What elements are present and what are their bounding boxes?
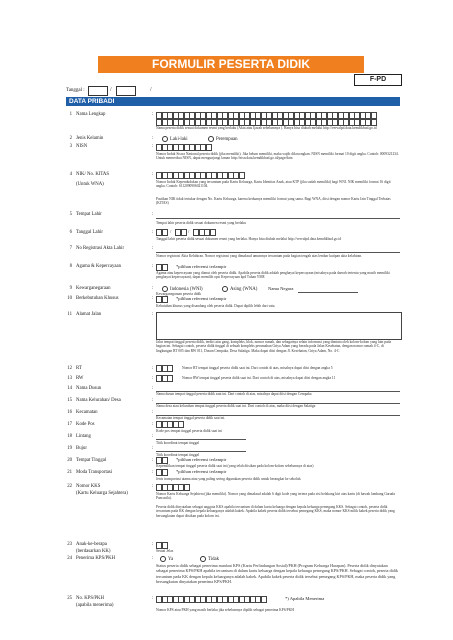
nik-input-boxes[interactable]	[156, 172, 244, 179]
residence-note: Kepemilikan tempat tinggal peserta didik saat ini (yang telah diisikan pada kolom-kolom sebelumnya di atas)	[156, 464, 314, 468]
kps-if-tag: *) Apabila Menerima	[285, 596, 325, 601]
row-label: No Registrasi Akta Lahir	[76, 246, 125, 251]
address-field[interactable]	[156, 312, 402, 340]
row-number: 8	[69, 264, 72, 269]
country-label: Nama Negara	[268, 286, 294, 291]
akta-field[interactable]	[156, 252, 400, 253]
form-title: FORMULIR PESERTA DIDIK	[98, 56, 364, 73]
bujur-note: Titik koordinat tempat tinggal	[156, 453, 200, 457]
citizen-note: Kewarganegaraan peserta didik	[156, 292, 202, 296]
address-note: Jalur tempat tinggal peserta didik, terdiri atas gang, kompleks, blok, nomor rumah, dan sebagainya selain informasi yang diminta oleh kolom-kolom yang lain pada bagian ini. Sebagai contoh, peserta didik tinggal di sebuah kompleks perumahan Griya Adam yang berada pada Jalan Kesehatan, dengan nomor rumah 4-C, di lingkungan RT 005 dan RW 011, Dusun Cempaka, Desa Salatiga. Maka dapat diisi dengan Jl. Kesehatan, Griya Adam, No. 4-C	[156, 340, 392, 353]
religion-code-boxes[interactable]	[156, 264, 167, 271]
row-label: Kode Pos	[76, 422, 95, 427]
desa-note: Nama desa atau kelurahan tempat tinggal peserta didik saat ini. Dari contoh di atas, maka diisi dengan Salatiga	[156, 404, 316, 408]
row-label: Lintang	[76, 434, 91, 439]
kps-yes-radio[interactable]: Ya	[160, 556, 173, 562]
lintang-note: Titik koordinat tempat tinggal	[156, 441, 200, 445]
row-number: 23	[67, 542, 72, 547]
kks-boxes[interactable]	[156, 484, 189, 491]
dusun-note: Nama dusun tempat tinggal peserta didik saat ini. Dari contoh di atas, misalnya dapat diisi dengan Cempaka	[156, 392, 312, 396]
row-label: Alamat Jalan	[76, 312, 102, 317]
residence-code-boxes[interactable]	[156, 457, 167, 464]
row-number: 4	[69, 172, 72, 177]
row-label: NISN	[76, 144, 88, 149]
nik-note: Nomor Induk Kependudukan yang tercantum pada Kartu Keluarga, Kartu Identitas Anak, atau KTP (jika sudah memiliki) bagi WNI. NIK memiliki format 16 digit angka. Contoh: 6112090906021104.	[156, 180, 391, 189]
row-number: 11	[67, 312, 72, 317]
birthdate-month-boxes[interactable]	[175, 229, 186, 236]
child-order-note: Sesuai Jelas	[156, 549, 174, 553]
name-note: Nama peserta didik sesuai dokumen resmi yang berlaku (Akta atau Ijazah sebelumnya ). Hanya bisa diubah melalui http://vervalpd.data.kemdikbud.go.id	[156, 126, 377, 130]
religion-note: Agama atau kepercayaan yang dianut oleh peserta didik. Apabila peserta didik adalah penghayat kepercayaan (misalnya pada daerah tertentu yang masih memiliki penghayat kepercayaan), dapat memilih opsi Kepercayaan kpd Tuhan YME	[156, 271, 390, 280]
special-note: Kebutuhan khusus yang disandang oleh peserta didik. Dapat dipilih lebih dari satu.	[156, 304, 276, 308]
row-label: Nama Lengkap	[76, 112, 106, 117]
birthdate-note: Tanggal lahir peserta didik sesuai dokumen resmi yang berlaku. Hanya bisa diubah melalui http://vervalpd.data.kemdikbud.go.id	[156, 237, 342, 241]
citizen-wni-radio[interactable]: Indonesia (WNI)	[162, 286, 203, 292]
kps-number-boxes[interactable]	[156, 596, 266, 603]
transport-note: Jenis transportasi utama atau yang paling sering digunakan peserta didik untuk berangkat ke sekolah.	[156, 477, 302, 481]
row-number: 6	[69, 230, 72, 235]
row-label: Nama Kelurahan/ Desa	[76, 398, 121, 403]
row-label: Anak-ke-berapa	[76, 542, 107, 547]
form-code: F-PD	[354, 74, 402, 86]
row-number: 15	[67, 398, 72, 403]
row-number: 24	[67, 556, 72, 561]
row-label: Kecamatan	[76, 410, 98, 415]
row-label: Kewarganegaraan	[76, 286, 111, 291]
row-number: 1	[69, 112, 72, 117]
name-input-boxes-2[interactable]	[156, 119, 376, 126]
kecamatan-note: Kecamatan tempat tinggal peserta didik saat ini.	[156, 416, 226, 420]
name-input-boxes[interactable]	[156, 112, 376, 119]
rt-note: Nomor RT tempat tinggal peserta didik saat ini. Dari contoh di atas, misalnya dapat diisi dengan angka 5	[182, 366, 333, 370]
birthdate-day-boxes[interactable]	[156, 229, 167, 236]
akta-note: Nomor registrasi Akta Kelahiran. Nomor registrasi yang dimaksud umumnya tercantum pada bagian tengah atas lembar kutipan akta kelahiran.	[156, 254, 363, 258]
date-label: Tanggal :	[66, 88, 85, 93]
row-label: Jenis Kelamin	[76, 136, 104, 141]
row-number: 13	[67, 376, 72, 381]
row-number: 19	[67, 446, 72, 451]
row-number: 7	[69, 246, 72, 251]
row-number: 25	[67, 596, 72, 601]
row-label: Nama Dusun	[76, 386, 102, 391]
row-label: (Untuk WNA)	[76, 182, 104, 187]
nik-note-2: Pastikan NIK tidak tertukar dengan No. Kartu Keluarga, karena keduanya memiliki format yang sama. Bagi WNA, diisi dengan nomor Kartu Izin Tinggal Terbatas (KITAS)	[156, 197, 391, 206]
citizen-wna-radio[interactable]: Asing (WNA)	[222, 286, 257, 292]
nisn-input-boxes[interactable]	[156, 144, 211, 151]
kps-note: Status peserta didik sebagai penerima manfaat KPS (Kartu Perlindungan Sosial)/PKH (Program Keluarga Harapan). Peserta didik dinyatakan sebagai penerima KPS/PKH apabila tercantum di dalam kartu keluarga dengan kepala keluarga pemegang KPS/PKH. Sebagai contoh, peserta didik tercantum pada KK dengan kepala keluarganya adalah kakek. Apabila kakek peserta didik tersebut pemegang KPS/PKH, maka peserta didik yang bersangkutan dinyatakan penerima KPS/PKH.	[156, 563, 398, 585]
row-label: Bujur	[76, 446, 87, 451]
row-number: 10	[67, 296, 72, 301]
row-label: Tempat Tinggal	[76, 458, 107, 463]
transport-code-boxes[interactable]	[156, 469, 167, 476]
row-label: Moda Transportasi	[76, 470, 113, 475]
date-separator: /	[110, 87, 112, 93]
residence-reference-tag: *pilihan referensi terlampir	[176, 457, 227, 462]
row-label: (Kartu Keluarga Sejahtera)	[76, 491, 128, 496]
row-label: Tempat Lahir	[76, 212, 102, 217]
section-header: DATA PRIBADI	[66, 97, 400, 106]
row-label: Tanggal Lahir	[76, 230, 103, 235]
row-label: RW	[76, 376, 84, 381]
date-day-field[interactable]	[88, 86, 108, 96]
rw-note: Nomor RW tempat tinggal peserta didik saat ini. Dari contoh di atas, misalnya dapat diisi dengan angka 11	[182, 376, 336, 380]
row-number: 16	[67, 410, 72, 415]
row-number: 18	[67, 434, 72, 439]
lintang-field[interactable]	[156, 439, 246, 440]
row-label: No. KPS/PKH	[76, 596, 104, 601]
row-label: (berdasarkan KK)	[76, 549, 111, 554]
bujur-field[interactable]	[156, 451, 246, 452]
row-label: Berkebutuhan Khusus	[76, 296, 119, 301]
row-number: 2	[69, 136, 72, 141]
row-label: (apabila menerima)	[76, 603, 114, 608]
row-number: 22	[67, 484, 72, 489]
child-order-boxes[interactable]	[156, 542, 167, 549]
row-number: 12	[67, 366, 72, 371]
row-number: 20	[67, 458, 72, 463]
religion-reference-tag: *pilihan referensi terlampir	[176, 264, 227, 269]
birthplace-field[interactable]	[156, 218, 400, 219]
row-number: 17	[67, 422, 72, 427]
row-number: 5	[69, 212, 72, 217]
row-label: Penerima KPS/PKH	[76, 556, 116, 561]
kps-no-radio[interactable]: Tidak	[200, 556, 219, 562]
special-reference-tag: *pilihan referensi terlampir	[176, 296, 227, 301]
date-month-field[interactable]	[116, 86, 136, 96]
gender-male-radio[interactable]: Laki-laki	[162, 136, 188, 142]
row-number: 21	[67, 470, 72, 475]
nisn-note: Nomor Induk Siswa Nasional peserta didik (jika memiliki). Jika belum memiliki, maka wajib dikosongkan. NISN memiliki format 10 digit angka. Contoh: 0009321234. Untuk memeriksa NISN, dapat mengunjungi laman http://nisn.data.kemdikbud.go.id/page/data	[156, 152, 399, 161]
row-label: RT	[76, 366, 82, 371]
birthplace-note: Tempat lahir peserta didik sesuai dokumen resmi yang berlaku	[156, 221, 246, 225]
transport-reference-tag: *pilihan referensi terlampir	[176, 469, 227, 474]
row-number: 14	[67, 386, 72, 391]
rw-boxes[interactable]	[156, 375, 173, 382]
rt-boxes[interactable]	[156, 365, 173, 372]
row-label: NIK/ No. KITAS	[76, 172, 110, 177]
special-needs-code-boxes[interactable]	[156, 296, 167, 303]
kodepos-note: Kode pos tempat tinggal peserta didik saat ini	[156, 429, 222, 433]
row-label: Agama & Kepercayaan	[76, 264, 122, 269]
birthdate-year-boxes[interactable]	[193, 229, 215, 236]
kks-note-2: Peserta didik dinyatakan sebagai anggota KKS apabila tercantum di dalam kartu keluarga dengan kepala keluarga pemegang KKS. Sebagai contoh, peserta didik tercantum pada KK dengan kepala keluarganya adalah kakek. Apabila kakek peserta didik tersebut pemegang KKS, maka nomor KKS milik kakek peserta didik yang bersangkutan dapat diisikan pada kolom ini.	[156, 505, 395, 518]
kodepos-boxes[interactable]	[156, 421, 184, 428]
row-number: 3	[69, 144, 72, 149]
kps-number-note: Nomor KPS atau PKH yang masih berlaku jika sebelumnya dipilih sebagai penerima KPS/PKH	[156, 608, 294, 612]
date-separator: /	[150, 87, 152, 93]
gender-female-radio[interactable]: Perempuan	[208, 136, 238, 142]
kks-note: Nomor Kartu Keluarga Sejahtera (jika memiliki). Nomor yang dimaksud adalah 6 digit kode yang tertera pada sisi belakang kiri atas kartu (di bawah lambang Garuda Pancasila).	[156, 492, 395, 501]
row-number: 9	[69, 286, 72, 291]
row-label: Nomor KKS	[76, 484, 101, 489]
